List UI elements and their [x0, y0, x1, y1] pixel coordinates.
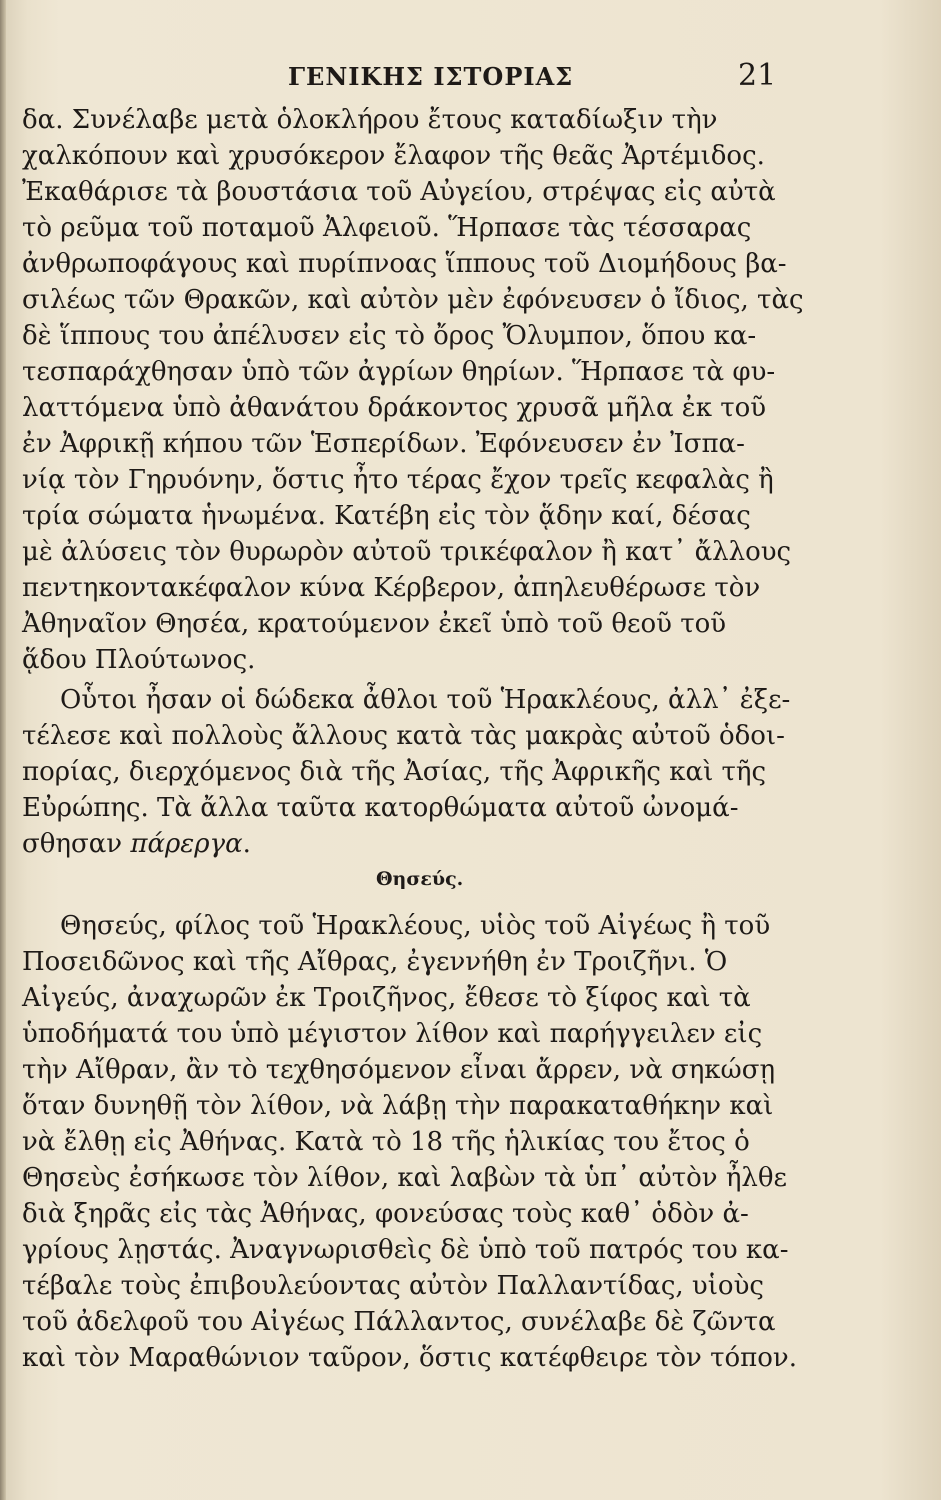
running-title: ΓΕΝΙΚΗΣ ΙΣΤΟΡΙΑΣ — [288, 62, 574, 91]
text-line: ᾅδου Πλούτωνος. — [22, 645, 256, 675]
text-line: λαττόμενα ὑπὸ ἀθανάτου δράκοντος χρυσᾶ μῆλα ἐκ τοῦ — [22, 393, 767, 423]
text-fragment: . — [242, 829, 251, 859]
text-line: ὅταν δυνηθῇ τὸν λίθον, νὰ λάβῃ τὴν παρακαταθήκην καὶ — [22, 1091, 774, 1121]
text-line: χαλκόπουν καὶ χρυσόκερον ἔλαφον τῆς θεᾶς Ἀρτέμιδος. — [22, 141, 765, 171]
text-line: σιλέως τῶν Θρακῶν, καὶ αὐτὸν μὲν ἐφόνευσεν ὁ ἴδιος, τὰς — [22, 285, 804, 315]
text-line: ὑποδήματά του ὑπὸ μέγιστον λίθον καὶ παρήγγειλεν εἰς — [22, 1019, 763, 1049]
text-line: Οὗτοι ἦσαν οἱ δώδεκα ἆθλοι τοῦ Ἡρακλέους, ἀλλ᾽ ἐξε- — [60, 685, 791, 715]
text-line: Ἐκαθάρισε τὰ βουστάσια τοῦ Αὐγείου, στρέψας εἰς αὐτὰ — [22, 177, 776, 207]
text-line: καὶ τὸν Μαραθώνιον ταῦρον, ὅστις κατέφθειρε τὸν τόπον. — [22, 1343, 797, 1373]
text-line: τοῦ ἀδελφοῦ του Αἰγέως Πάλλαντος, συνέλαβε δὲ ζῶντα — [22, 1307, 776, 1337]
text-line: Ἀθηναῖον Θησέα, κρατούμενον ἐκεῖ ὑπὸ τοῦ θεοῦ τοῦ — [22, 609, 727, 639]
text-line: τὸ ρεῦμα τοῦ ποταμοῦ Ἀλφειοῦ. Ἥρπασε τὰς τέσσαρας — [22, 213, 752, 243]
text-line: νὰ ἔλθῃ εἰς Ἀθήνας. Κατὰ τὸ 18 τῆς ἡλικίας του ἔτος ὁ — [22, 1127, 750, 1157]
text-line: δα. Συνέλαβε μετὰ ὁλοκλήρου ἔτους καταδίωξιν τὴν — [22, 105, 718, 135]
text-line: γρίους λῃστάς. Ἀναγνωρισθεὶς δὲ ὑπὸ τοῦ πατρός του κα- — [22, 1235, 789, 1265]
page-header — [0, 52, 941, 102]
text-line: νίᾳ τὸν Γηρυόνην, ὅστις ἦτο τέρας ἔχον τρεῖς κεφαλὰς ἢ — [22, 465, 774, 495]
text-line: Θησεύς, φίλος τοῦ Ἡρακλέους, υἱὸς τοῦ Αἰγέως ἢ τοῦ — [60, 911, 771, 941]
text-line: πορίας, διερχόμενος διὰ τῆς Ἀσίας, τῆς Ἀφρικῆς καὶ τῆς — [22, 757, 767, 787]
text-line: ἐν Ἀφρικῇ κήπου τῶν Ἑσπερίδων. Ἐφόνευσεν ἐν Ἰσπα- — [22, 429, 745, 459]
text-line: ἀνθρωποφάγους καὶ πυρίπνοας ἵππους τοῦ Διομήδους βα- — [22, 249, 787, 279]
text-line: Θησεὺς ἐσήκωσε τὸν λίθον, καὶ λαβὼν τὰ ὑπ᾽ αὐτὸν ἦλθε — [22, 1163, 787, 1193]
text-line: Ποσειδῶνος καὶ τῆς Αἴθρας, ἐγεννήθη ἐν Τροιζῆνι. Ὁ — [22, 947, 728, 977]
page-number: 21 — [738, 58, 777, 93]
text-line: τέβαλε τοὺς ἐπιβουλεύοντας αὐτὸν Παλλαντίδας, υἱοὺς — [22, 1271, 764, 1301]
text-line: δὲ ἵππους του ἀπέλυσεν εἰς τὸ ὄρος Ὄλυμπον, ὅπου κα- — [22, 321, 757, 351]
text-line: τὴν Αἴθραν, ἂν τὸ τεχθησόμενον εἶναι ἄρρεν, νὰ σηκώσῃ — [22, 1055, 776, 1085]
italic-term: πάρεργα — [130, 829, 243, 859]
text-line: τέλεσε καὶ πολλοὺς ἄλλους κατὰ τὰς μακρὰς αὐτοῦ ὁδοι- — [22, 721, 785, 751]
text-line: Αἰγεύς, ἀναχωρῶν ἐκ Τροιζῆνος, ἔθεσε τὸ ξίφος καὶ τὰ — [22, 983, 751, 1013]
section-heading: Θησεύς. — [376, 868, 464, 890]
text-fragment: σθησαν — [22, 829, 131, 859]
text-line: διὰ ξηρᾶς εἰς τὰς Ἀθήνας, φονεύσας τοὺς καθ᾽ ὁδὸν ἀ- — [22, 1199, 749, 1229]
text-line: τρία σώματα ἡνωμένα. Κατέβη εἰς τὸν ᾅδην καί, δέσας — [22, 501, 751, 531]
page-spine-edge — [0, 0, 6, 1500]
text-line: τεσπαράχθησαν ὑπὸ τῶν ἀγρίων θηρίων. Ἥρπασε τὰ φυ- — [22, 357, 776, 387]
text-line — [22, 828, 251, 860]
text-line: μὲ ἀλύσεις τὸν θυρωρὸν αὐτοῦ τρικέφαλον ἢ κατ᾽ ἄλλους — [22, 537, 792, 567]
text-line: Εὐρώπης. Τὰ ἄλλα ταῦτα κατορθώματα αὐτοῦ ὠνομά- — [22, 793, 739, 823]
text-line: πεντηκοντακέφαλον κύνα Κέρβερον, ἀπηλευθέρωσε τὸν — [22, 573, 761, 603]
